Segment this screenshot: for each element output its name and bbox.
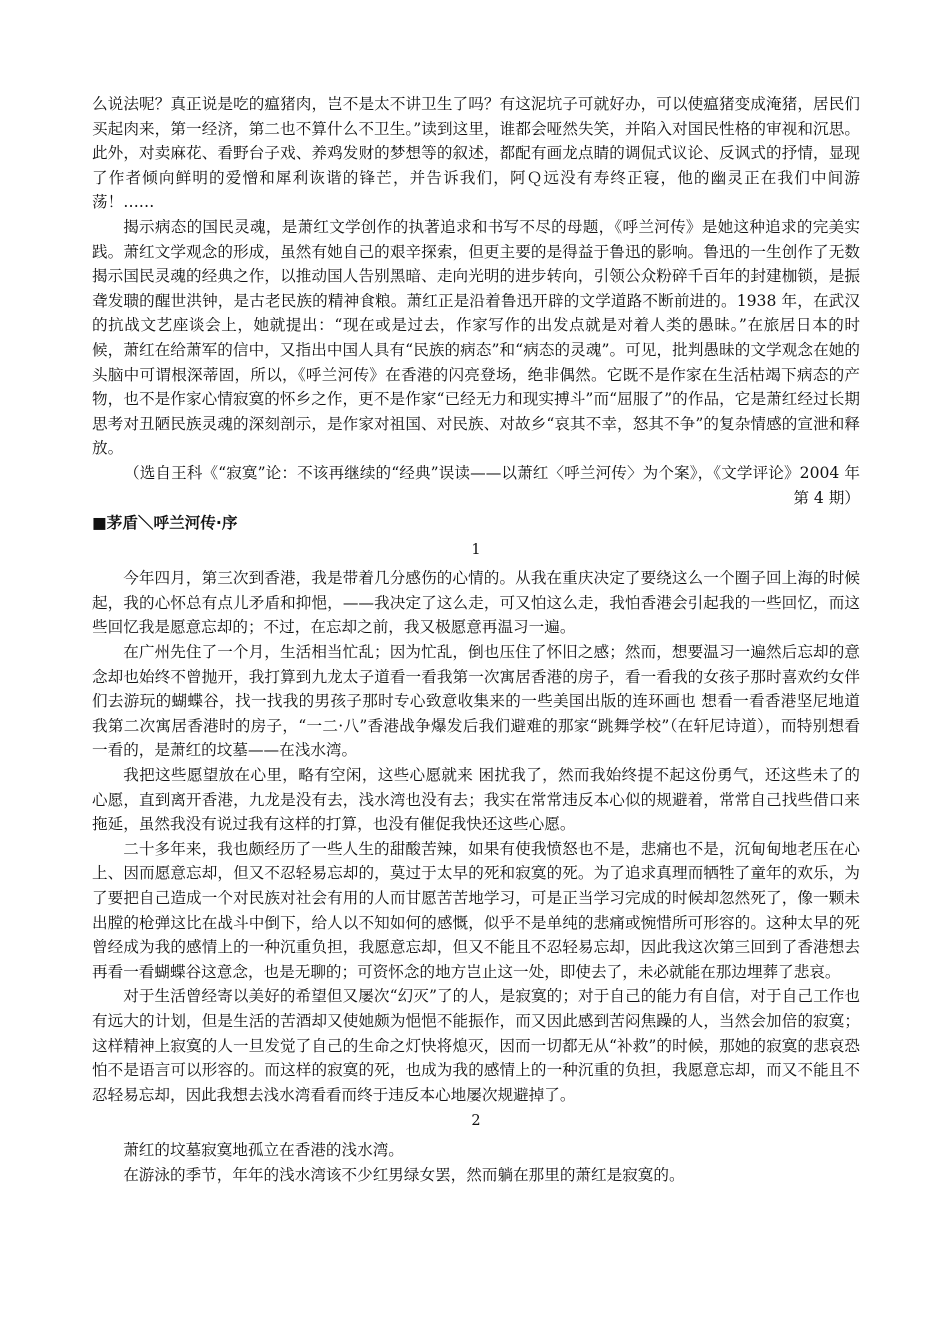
paragraph: 在广州先住了一个月，生活相当忙乱；因为忙乱，倒也压住了怀旧之感；然而，想要温习一遍然后忘却的意念却也始终不曾抛开，我打算到九龙太子道看一看我第一次寓居香港的房子，看一看我的女孩子那时喜欢约女伴们去游玩的蝴蝶谷，找一找我的男孩子那时专心致意收集来的一些美国出版的连环画也 想看一看香港坚尼地道我第二次寓居香港时的房子，“一二·八”香港战争爆发后我们避难的那家“跳舞学校”（在轩尼诗道），而特别想看一看的，是萧红的坟墓——在浅水湾。 [92, 643, 860, 760]
section-heading: ■茅盾＼呼兰河传·序 [92, 514, 238, 533]
paragraph: 今年四月，第三次到香港，我是带着几分感伤的心情的。从我在重庆决定了要绕这么一个圈子回上海的时候起，我的心怀总有点儿矛盾和抑悒，——我决定了这么走，可又怕这么走，我怕香港会引起我的一些回忆，而这些回忆我是愿意忘却的；不过，在忘却之前，我又极愿意再温习一遍。 [92, 569, 860, 637]
paragraph: 我把这些愿望放在心里，略有空闲，这些心愿就来 困扰我了，然而我始终提不起这份勇气，还这些未了的心愿，直到离开香港，九龙是没有去，浅水湾也没有去；我实在常常违反本心似的规避着，常常自己找些借口来拖延，虽然我没有说过我有这样的打算，也没有催促我快还这些心愿。 [92, 766, 860, 834]
paragraph: 么说法呢？真正说是吃的瘟猪肉，岂不是太不讲卫生了吗？有这泥坑子可就好办，可以使瘟猪变成淹猪，居民们买起肉来，第一经济，第二也不算什么不卫生。”读到这里，谁都会哑然失笑，并陷入对国民性格的审视和沉思。此外，对卖麻花、看野台子戏、养鸡发财的梦想等的叙述，都配有画龙点睛的调侃式议论、反讽式的抒情，显现了作者倾向鲜明的爱憎和犀利诙谐的锋芒，并告诉我们，阿Ｑ远没有寿终正寝，他的幽灵正在我们中间游荡！…… [92, 95, 860, 212]
paragraph: 在游泳的季节，年年的浅水湾该不少红男绿女罢，然而躺在那里的萧红是寂寞的。 [123, 1165, 685, 1184]
section-number: 2 [471, 1113, 481, 1130]
paragraph: 对于生活曾经寄以美好的希望但又屡次“幻灭”了的人，是寂寞的；对于自己的能力有自信，对于自己工作也有远大的计划，但是生活的苦酒却又使她颇为悒悒不能振作，而又因此感到苦闷焦躁的人，当然会加倍的寂寞；这样精神上寂寞的人一旦发觉了自己的生命之灯快将熄灭，因而一切都无从“补救”的时候，那她的寂寞的悲哀恐怕不是语言可以形容的。而这样的寂寞的死，也成为我的感情上的一种沉重的负担，我愿意忘却，而又不能且不忍轻易忘却，因此我想去浅水湾看看而终于违反本心地屡次规避掉了。 [92, 987, 860, 1104]
section-number: 1 [471, 541, 481, 558]
paragraph: 揭示病态的国民灵魂，是萧红文学创作的执著追求和书写不尽的母题，《呼兰河传》是她这种追求的完美实践。萧红文学观念的形成，虽然有她自己的艰辛探索，但更主要的是得益于鲁迅的影响。鲁迅的一生创作了无数揭示国民灵魂的经典之作，以推动国人告别黑暗、走向光明的进步转向，引领公众粉碎千百年的封建枷锁，是振聋发聩的醒世洪钟，是古老民族的精神食粮。萧红正是沿着鲁迅开辟的文学道路不断前进的。1938 年，在武汉的抗战文艺座谈会上，她就提出：“现在或是过去，作家写作的出发点就是对着人类的愚昧。”在旅居日本的时候，萧红在给萧军的信中，又指出中国人具有“民族的病态”和“病态的灵魂”。可见，批判愚昧的文学观念在她的头脑中可谓根深蒂固，所以，《呼兰河传》在香港的闪亮登场，绝非偶然。它既不是作家在生活枯竭下病态的产物，也不是作家心情寂寞的怀乡之作，更不是作家“已经无力和现实搏斗”而“屈服了”的作品，它是萧红经过长期思考对丑陋民族灵魂的深刻剖示，是作家对祖国、对民族、对故乡“哀其不幸，怒其不争”的复杂情感的宣泄和释放。 [92, 217, 860, 458]
paragraph: 萧红的坟墓寂寞地孤立在香港的浅水湾。 [123, 1140, 404, 1159]
document-page [92, 92, 860, 1187]
citation: （选自王科《“寂寞”论：不该再继续的“经典”误读——以萧红〈呼兰河传〉为个案》，《文学评论》2004 年第 4 期） [124, 463, 860, 507]
paragraph: 二十多年来，我也颇经历了一些人生的甜酸苦辣，如果有使我愤怒也不是，悲痛也不是，沉甸甸地老压在心上、因而愿意忘却，但又不忍轻易忘却的，莫过于太早的死和寂寞的死。为了追求真理而牺牲了童年的欢乐，为了要把自己造成一个对民族对社会有用的人而甘愿苦苦地学习，可是正当学习完成的时候却忽然死了，像一颗未出膛的枪弹这比在战斗中倒下，给人以不知如何的感慨，似乎不是单纯的悲痛或惋惜所可形容的。这种太早的死曾经成为我的感情上的一种沉重负担，我愿意忘却，但又不能且不忍轻易忘却，因此我这次第三回到了香港想去再看一看蝴蝶谷这意念，也是无聊的；可资怀念的地方岂止这一处，即使去了，未必就能在那边埋葬了悲哀。 [92, 839, 860, 981]
